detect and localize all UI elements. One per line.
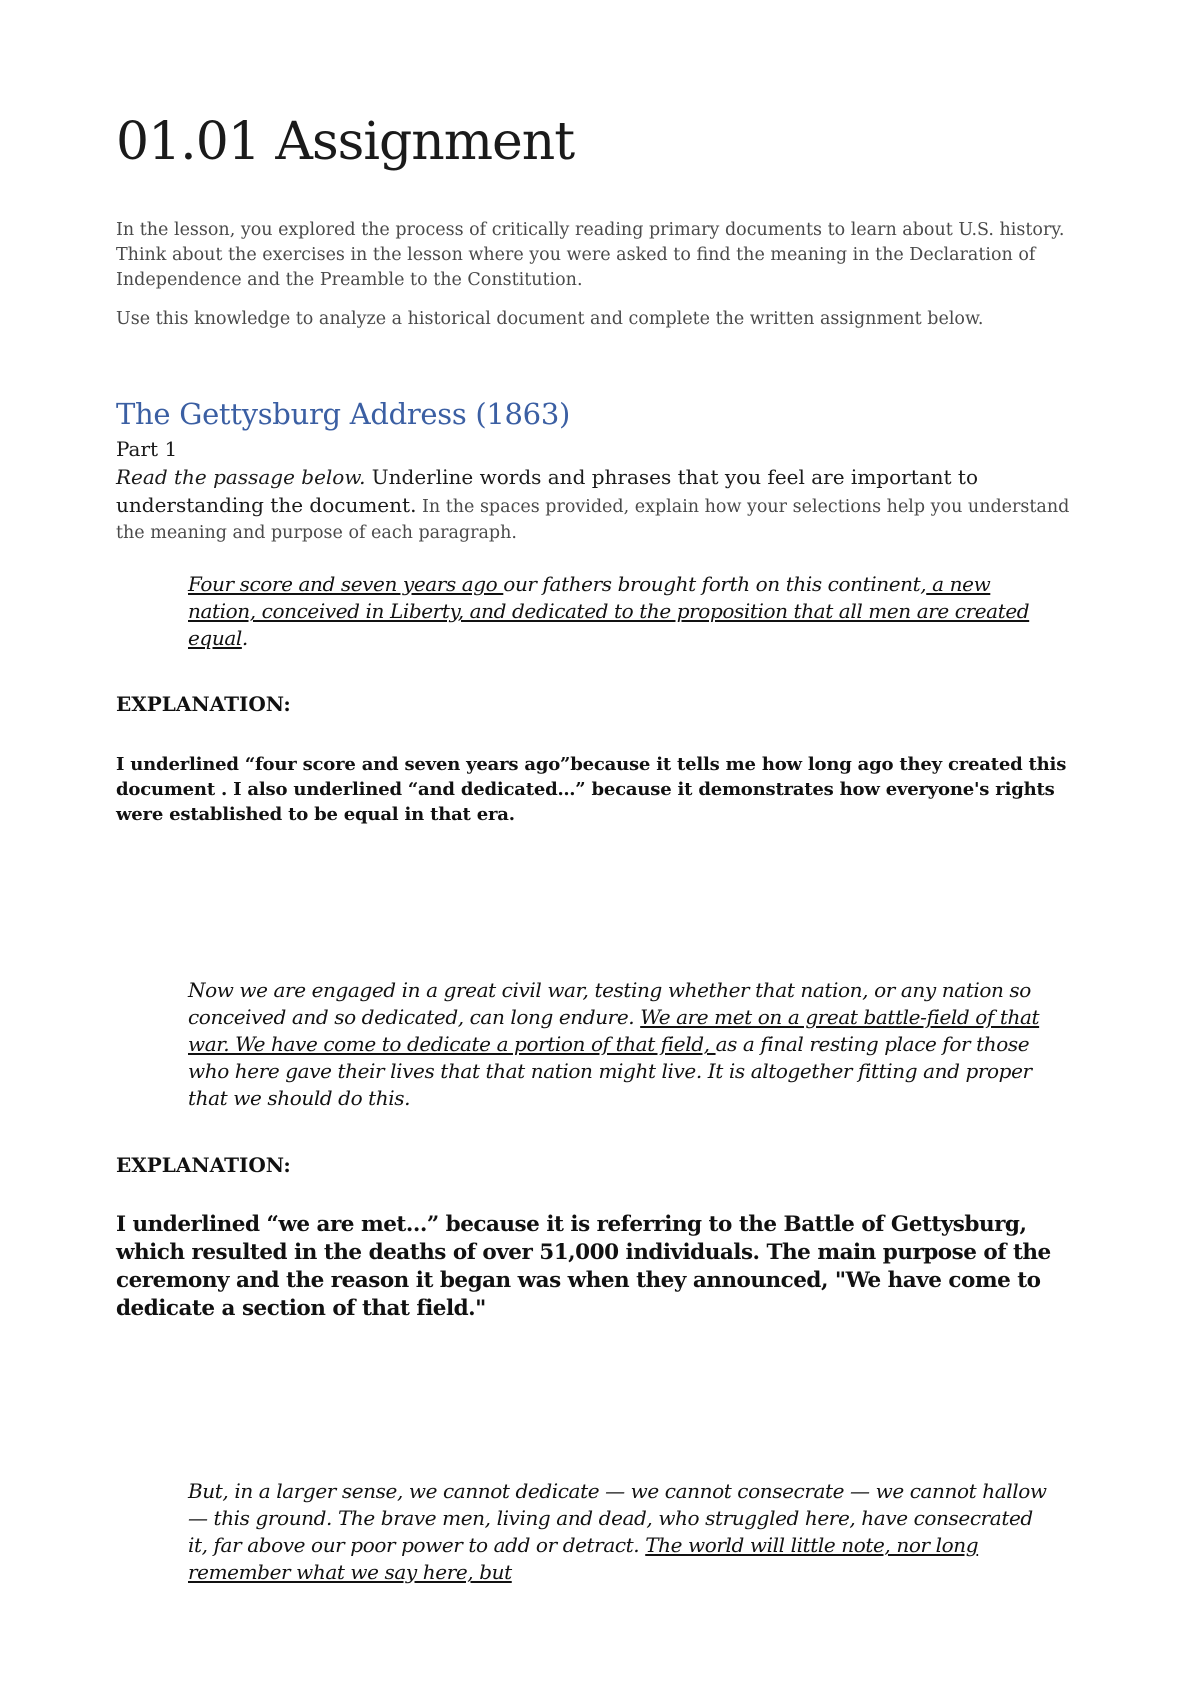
passage-1-underlined-2: a new nation, conceived in Liberty, and dedicated to the proposition that all men are created equal [188,572,1030,650]
intro-paragraph-2: Use this knowledge to analyze a historical document and complete the written assignment below. [116,309,984,329]
instructions [116,464,1076,546]
passage-1-text-1: our fathers brought forth on this continent, [503,572,927,596]
passage-2-underlined-1: We are met on a great battle-field of that war. We have come to dedicate a portion of that field, [188,1005,1040,1056]
intro-paragraph-1: In the lesson, you explored the process of critically reading primary documents to learn about U.S. history. Think about the exercises in the lesson where you were asked to find the meaning in the Declaration of Independence and the Preamble to the Constitution. [116,220,1065,290]
passage-3-text-1: But, in a larger sense, we cannot dedicate — we cannot consecrate — we cannot hallow — this ground. The brave men, living and dead, who struggled here, have consecrated it, far above our poor power to add or detract. [188,1479,1047,1557]
passage-3-underlined-1: The world will little note, nor long remember what we say here, but [188,1533,979,1584]
passage-1 [188,571,1048,652]
part-label: Part 1 [116,437,178,461]
answer-2: I underlined “we are met…” because it is referring to the Battle of Gettysburg, which resulted in the deaths of over 51,000 individuals. The main purpose of the ceremony and the reason it began was when they announced, "We have come to dedicate a section of that field." [116,1212,1051,1321]
passage-3 [188,1478,1048,1586]
intro-section [116,218,1091,346]
section-heading: The Gettysburg Address (1863) [116,397,570,431]
instructions-lead-italic: Read the passage below. [116,465,366,489]
document-title: 01.01 Assignment [116,112,575,172]
passage-1-underlined-1: Four score and seven years ago [188,572,504,596]
explanation-label-1: EXPLANATION: [116,692,291,716]
passage-2 [188,977,1048,1112]
passage-2-text-1: Now we are engaged in a great civil war, testing whether that nation, or any nation so conceived and so dedicated, can long endure. [188,978,1031,1029]
explanation-label-2: EXPLANATION: [116,1153,291,1177]
passage-2-text-2: as a final resting place for those who here gave their lives that that nation might live. It is altogether fitting and proper that we should do this. [188,1032,1032,1110]
instructions-rest: In the spaces provided, explain how your selections help you understand the meaning and purpose of each paragraph. [116,497,1070,543]
instructions-lead: Underline words and phrases that you feel are important to understanding the document. [116,465,979,517]
passage-1-text-2: . [241,626,248,650]
answer-1: I underlined “four score and seven years ago”because it tells me how long ago they created this document . I also underlined “and dedicated…” because it demonstrates how everyone's rights were established to be equal in that era. [116,754,1067,825]
